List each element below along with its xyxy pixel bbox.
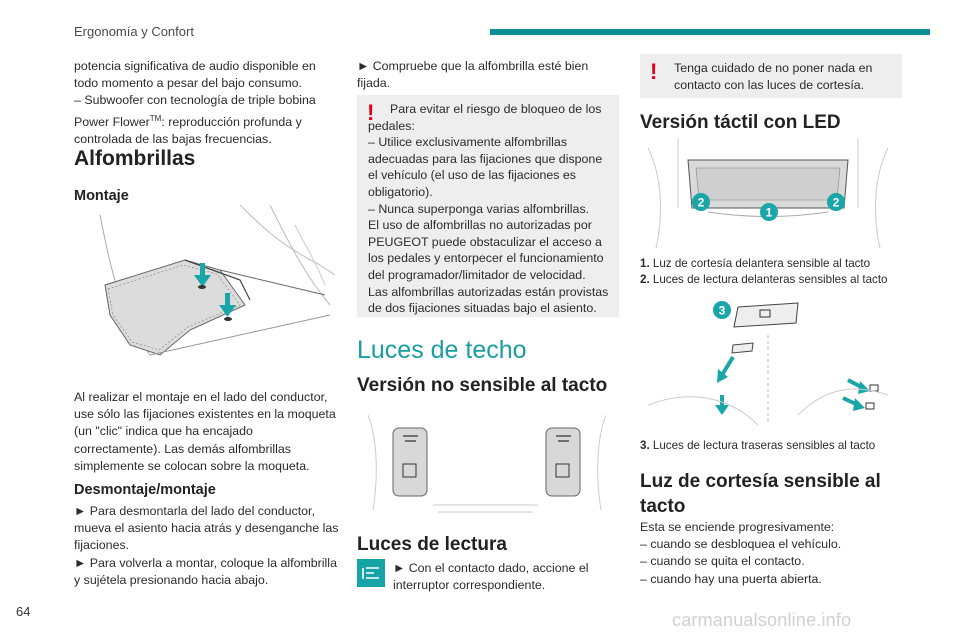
page-number: 64 bbox=[16, 604, 31, 619]
warning-icon: ! bbox=[367, 100, 375, 125]
front-touch-led-illustration bbox=[648, 138, 888, 250]
pedal-warning-text: Para evitar el riesgo de bloqueo de los pedales: – Utilice exclusivamente alfombrillas adecuadas para las fijaciones que dispone el vehículo (el uso de las fijaciones es obligatorio). – Nunca superponga varias alfombrillas. El uso de alfombrillas no autorizadas por PEUGEOT puede obstaculizar el acceso a los pedales y entorpecer el funcionamiento del programador/limitador de velocidad. Las alfombrillas autorizadas están provistas de dos fijaciones situadas bajo el asiento. bbox=[368, 102, 609, 316]
section-title: Ergonomía y Confort bbox=[74, 24, 194, 39]
montaje-heading: Montaje bbox=[74, 188, 129, 204]
callout-number: 1 bbox=[765, 205, 773, 220]
legend-text: Luz de cortesía delantera sensible al tacto bbox=[652, 257, 871, 270]
pedal-warning-box bbox=[357, 95, 619, 317]
header-accent-bar bbox=[490, 29, 930, 35]
check-paragraph: ► Compruebe que la alfombrilla esté bien fijada. bbox=[357, 59, 589, 91]
luz-cortesia-text-block bbox=[640, 519, 902, 588]
column-1 bbox=[74, 58, 342, 148]
legend-number: 2. bbox=[640, 273, 650, 286]
subwoofer-rest: : reproducción profunda y controlada de las bajas frecuencias. bbox=[74, 114, 302, 146]
desmontaje-text-block bbox=[74, 503, 342, 589]
arrow-icon bbox=[717, 357, 733, 383]
montaje-text-block bbox=[74, 389, 342, 475]
montaje-paragraph: Al realizar el montaje en el lado del conductor, use sólo las fijaciones existentes en la moqueta (un "clic" indica que ha encajado correctamente). Las demás alfombrillas simplemente se colocan sobre la moqueta. bbox=[74, 390, 336, 473]
intro-paragraph: potencia significativa de audio disponible en todo momento a pesar del bajo consumo. bbox=[74, 59, 316, 91]
non-touch-roof-light-illustration bbox=[368, 410, 606, 518]
callout-3 bbox=[713, 301, 731, 319]
luz-cortesia-heading: Luz de cortesía sensible al tacto bbox=[640, 471, 881, 517]
legend-number: 1. bbox=[640, 257, 650, 270]
legend-item bbox=[640, 438, 910, 454]
legend-text: Luces de lectura traseras sensibles al tacto bbox=[652, 439, 876, 452]
luz-cortesia-list: – cuando se desbloquea el vehículo. – cuando se quita el contacto. – cuando hay una puerta abierta. bbox=[640, 537, 842, 586]
callout-1 bbox=[760, 203, 778, 221]
callout-2 bbox=[692, 193, 710, 211]
subwoofer-paragraph bbox=[74, 92, 342, 148]
cortesia-warning-text: Tenga cuidado de no poner nada en contacto con las luces de cortesía. bbox=[674, 61, 873, 92]
tip-icon bbox=[357, 559, 385, 587]
luces-techo-heading: Luces de techo bbox=[357, 336, 527, 364]
floor-mat-illustration bbox=[90, 205, 340, 365]
trademark: TM bbox=[149, 113, 162, 123]
alfombrillas-heading: Alfombrillas bbox=[74, 147, 196, 170]
warning-icon: ! bbox=[650, 59, 658, 84]
version-tactil-heading: Versión táctil con LED bbox=[640, 112, 841, 133]
desmontaje-heading: Desmontaje/montaje bbox=[74, 482, 216, 498]
callout-number: 2 bbox=[697, 195, 705, 210]
desmontaje-paragraph-1: ► Para desmontarla del lado del conductor, mueva el asiento hacia atrás y desenganche las fijaciones. bbox=[74, 504, 339, 553]
luz-cortesia-intro: Esta se enciende progresivamente: bbox=[640, 520, 835, 534]
desmontaje-paragraph-2: ► Para volverla a montar, coloque la alfombrilla y sujétela presionando hacia abajo. bbox=[74, 555, 337, 587]
front-legend bbox=[640, 256, 910, 288]
arrow-down-icon bbox=[715, 395, 729, 415]
callout-number: 3 bbox=[718, 303, 726, 318]
cortesia-warning-box bbox=[640, 54, 902, 98]
lectura-text-block bbox=[393, 560, 619, 594]
subwoofer-text: – Subwoofer con tecnología de triple bobina Power Flower bbox=[74, 93, 316, 129]
legend-text: Luces de lectura delanteras sensibles al tacto bbox=[652, 273, 888, 286]
rear-touch-led-illustration bbox=[648, 295, 888, 430]
legend-item bbox=[640, 272, 910, 288]
callout-2 bbox=[827, 193, 845, 211]
callout-number: 2 bbox=[832, 195, 840, 210]
check-block bbox=[357, 58, 619, 92]
luces-lectura-heading: Luces de lectura bbox=[357, 534, 507, 555]
legend-item bbox=[640, 256, 910, 272]
watermark: carmanualsonline.info bbox=[672, 610, 852, 630]
legend-number: 3. bbox=[640, 439, 650, 452]
lectura-paragraph: ► Con el contacto dado, accione el interruptor correspondiente. bbox=[393, 561, 589, 593]
version-no-sensible-heading: Versión no sensible al tacto bbox=[357, 375, 608, 396]
rear-legend bbox=[640, 438, 910, 454]
